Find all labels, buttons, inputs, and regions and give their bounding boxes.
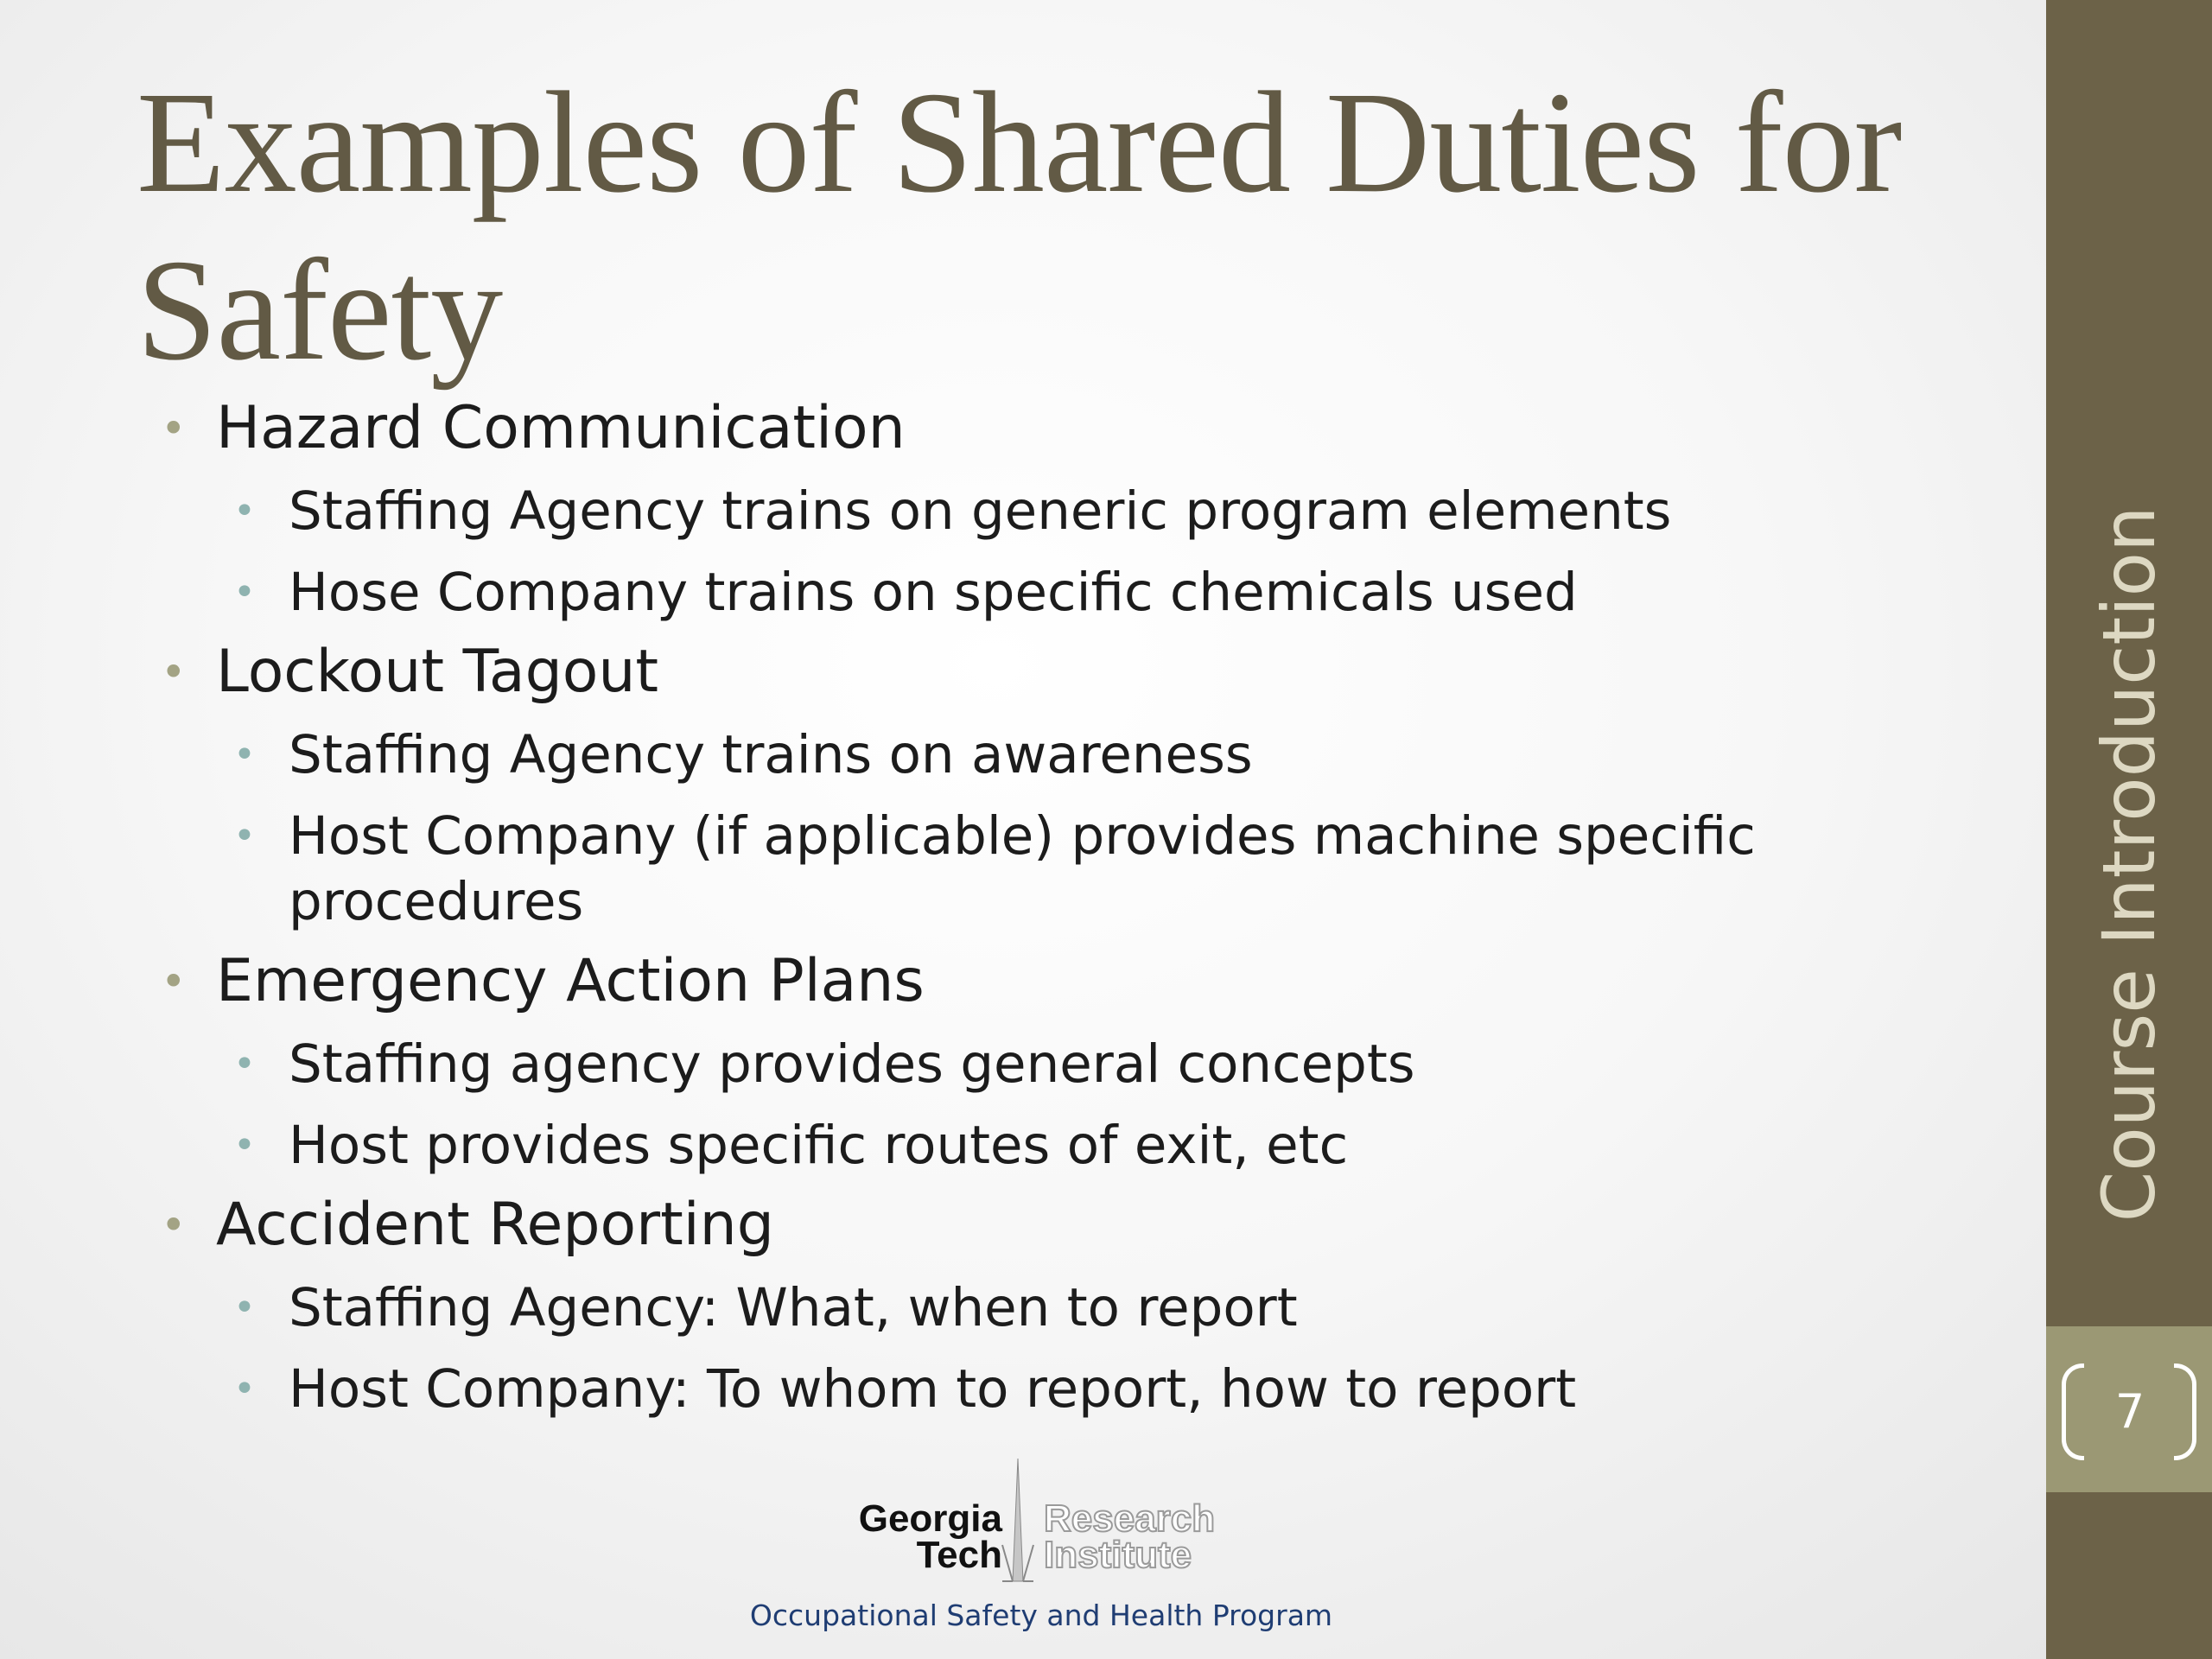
bullet-text: Emergency Action Plans — [216, 947, 925, 1015]
bullet-item — [161, 387, 2013, 470]
program-caption: Occupational Safety and Health Program — [749, 1599, 1333, 1632]
sub-bullet-dot: • — [233, 814, 256, 858]
bullet-text: Hazard Communication — [216, 394, 906, 462]
sub-bullet-text: Host Company (if applicable) provides machine specific procedures — [289, 805, 1756, 932]
sub-bullet-text: Staffing agency provides general concepts — [289, 1033, 1415, 1095]
bullet-text: Lockout Tagout — [216, 638, 659, 706]
sub-bullet-item — [233, 479, 2013, 544]
sub-bullet-item — [233, 1032, 2013, 1097]
bullet-text: Accident Reporting — [216, 1191, 774, 1259]
sub-bullet-text: Host provides specific routes of exit, etc — [289, 1115, 1349, 1176]
bullet-list — [161, 387, 2013, 1422]
sub-bullet-text: Staffing Agency trains on generic program elements — [289, 480, 1672, 542]
bullet-item — [161, 631, 2013, 714]
sub-bullet-text: Host Company: To whom to report, how to report — [289, 1358, 1577, 1420]
sub-bullet-item — [233, 560, 2013, 626]
sub-bullet-dot: • — [233, 489, 256, 533]
sub-bullet-dot: • — [233, 1286, 256, 1330]
sub-bullet-dot: • — [233, 733, 256, 777]
sub-bullet-item — [233, 722, 2013, 788]
page-number: 7 — [2114, 1384, 2145, 1439]
bullet-dot: • — [161, 404, 187, 454]
sub-bullet-item — [233, 1275, 2013, 1341]
sub-bullet-dot: • — [233, 570, 256, 614]
sub-bullet-dot: • — [233, 1367, 256, 1411]
section-label: Course Introduction — [2087, 505, 2171, 1223]
sub-bullet-item — [233, 1357, 2013, 1422]
logo-text-georgia: Georgia — [858, 1497, 1002, 1540]
sub-bullet-text: Hose Company trains on specific chemicals used — [289, 562, 1578, 623]
bullet-item — [161, 940, 2013, 1023]
sub-bullet-dot: • — [233, 1042, 256, 1086]
logo-text-tech: Tech — [916, 1534, 1002, 1576]
gtri-logo — [795, 1459, 1279, 1588]
sub-bullet-dot: • — [233, 1123, 256, 1167]
logo-text-institute: Institute — [1044, 1534, 1192, 1576]
bullet-dot: • — [161, 647, 187, 697]
bullet-dot: • — [161, 957, 187, 1007]
sub-bullet-item — [233, 804, 2013, 935]
bullet-dot: • — [161, 1200, 187, 1250]
logo-text-research: Research — [1044, 1497, 1216, 1540]
sub-bullet-item — [233, 1113, 2013, 1179]
sub-bullet-text: Staffing Agency trains on awareness — [289, 724, 1253, 785]
sub-bullet-text: Staffing Agency: What, when to report — [289, 1277, 1298, 1338]
bullet-item — [161, 1184, 2013, 1267]
slide-title: Examples of Shared Duties for Safety — [137, 62, 1902, 391]
